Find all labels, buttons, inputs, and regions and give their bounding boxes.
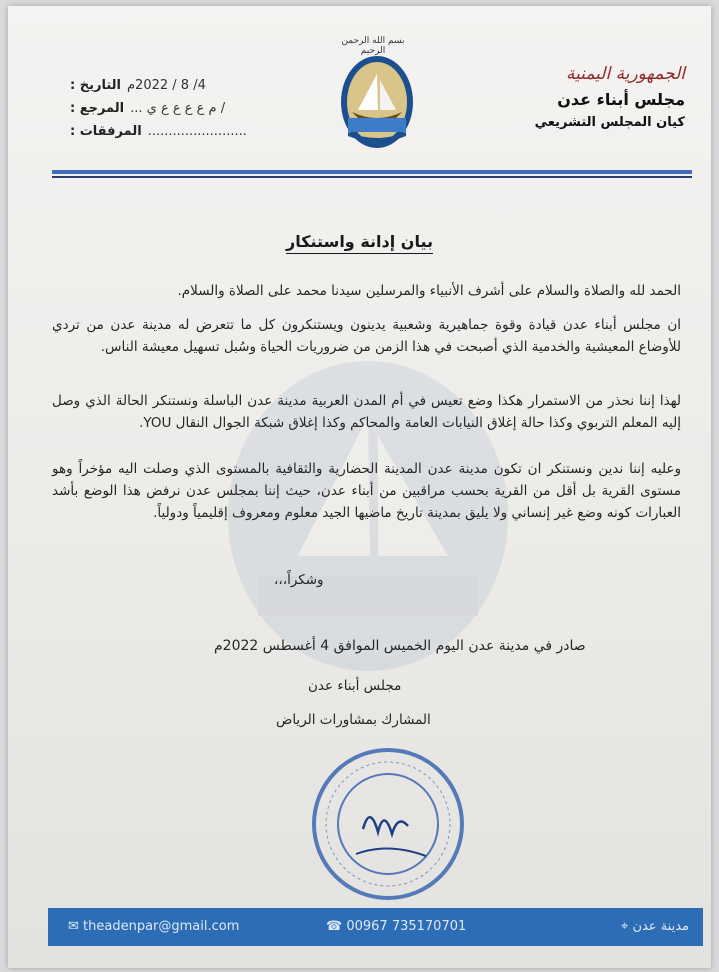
paragraph-conclusion: وعليه إننا ندين ونستنكر ان تكون مدينة عدن المدينة الحضارية والثقافية بالمستوى الذي وصلت اليه مؤخراً وهو مستوى القرية بل أقل من القرية بحسب مراقبين من أبناء عدن، حيث إننا بمجلس عدن نرفض هذا الوضع بأشد العبارات كونه وضع غير إنساني ولا يليق بمدينة تاريخ ماضيها الجيد معلوم ومعروف إقليمياً ودولياً. bbox=[52, 461, 681, 521]
closing-thanks: وشكراً،،، bbox=[274, 572, 324, 588]
signatory-role: المشارك بمشاورات الرياض bbox=[276, 712, 431, 728]
footer-email[interactable]: ✉ theadenpar@gmail.com bbox=[68, 919, 240, 934]
letter-metadata bbox=[70, 74, 300, 143]
basmala: بسم الله الرحمن الرحيم bbox=[341, 36, 405, 56]
footer-phone[interactable]: ☎ 00967 735170701 bbox=[326, 919, 467, 934]
footer-location bbox=[621, 919, 689, 934]
email-text: theadenpar@gmail.com bbox=[83, 919, 240, 934]
reference-label: المرجع : bbox=[70, 101, 125, 116]
location-text: مدينة عدن bbox=[632, 919, 689, 934]
date-row bbox=[70, 74, 300, 97]
attachments-row bbox=[70, 120, 300, 143]
location-pin-icon: ⌖ bbox=[620, 919, 629, 934]
organization-entity: كيان المجلس التشريعي bbox=[534, 115, 685, 130]
official-stamp-icon bbox=[308, 744, 468, 904]
contact-footer bbox=[48, 908, 703, 946]
header-divider-secondary bbox=[52, 176, 692, 178]
date-value: 4/ 8 / 2022م bbox=[126, 78, 206, 93]
reference-value: / م ع ع ع ع ي ... bbox=[130, 101, 226, 116]
signatory-name: مجلس أبناء عدن bbox=[308, 678, 402, 694]
document-title-text: بيان إدانة واستنكار bbox=[286, 232, 433, 254]
country-name: الجمهورية اليمنية bbox=[565, 64, 685, 84]
header-divider bbox=[52, 170, 692, 174]
paragraph-greeting: الحمد لله والصلاة والسلام على أشرف الأنبياء والمرسلين سيدنا محمد على الصلاة والسلام. bbox=[177, 283, 681, 299]
reference-row bbox=[70, 97, 300, 120]
organization-name: مجلس أبناء عدن bbox=[557, 90, 685, 109]
attachments-value: ........................ bbox=[147, 124, 247, 139]
attachments-label: المرفقات : bbox=[70, 124, 142, 139]
document-title bbox=[8, 232, 711, 251]
paragraph-condemnation: ان مجلس أبناء عدن قيادة وقوة جماهيرية وشعبية يدينون ويستنكرون كل ما تتعرض له مدينة عدن من تردي للأوضاع المعيشية والخدمية الذي أصبحت في هذا الزمن من ضروريات الحياة وسُبل تسهيل معيشة الناس. bbox=[52, 317, 681, 355]
council-logo-icon bbox=[338, 52, 416, 150]
issued-statement: صادر في مدينة عدن اليوم الخميس الموافق 4 أغسطس 2022م bbox=[214, 638, 586, 654]
organization-header bbox=[505, 64, 685, 130]
letter-page bbox=[8, 6, 711, 968]
phone-text: 00967 735170701 bbox=[346, 919, 467, 934]
paragraph-warning: لهذا إننا نحذر من الاستمرار هكذا وضع تعيس في أم المدن العربية مدينة عدن الباسلة ونستنكر الحالة الذي وصل إليه المعلم التربوي وكذا حالة إغلاق النيابات العامة والمحاكم وكذا إغلاق شبكة الجوال النقال YOU. bbox=[52, 393, 681, 431]
date-label: التاريخ : bbox=[70, 78, 121, 93]
